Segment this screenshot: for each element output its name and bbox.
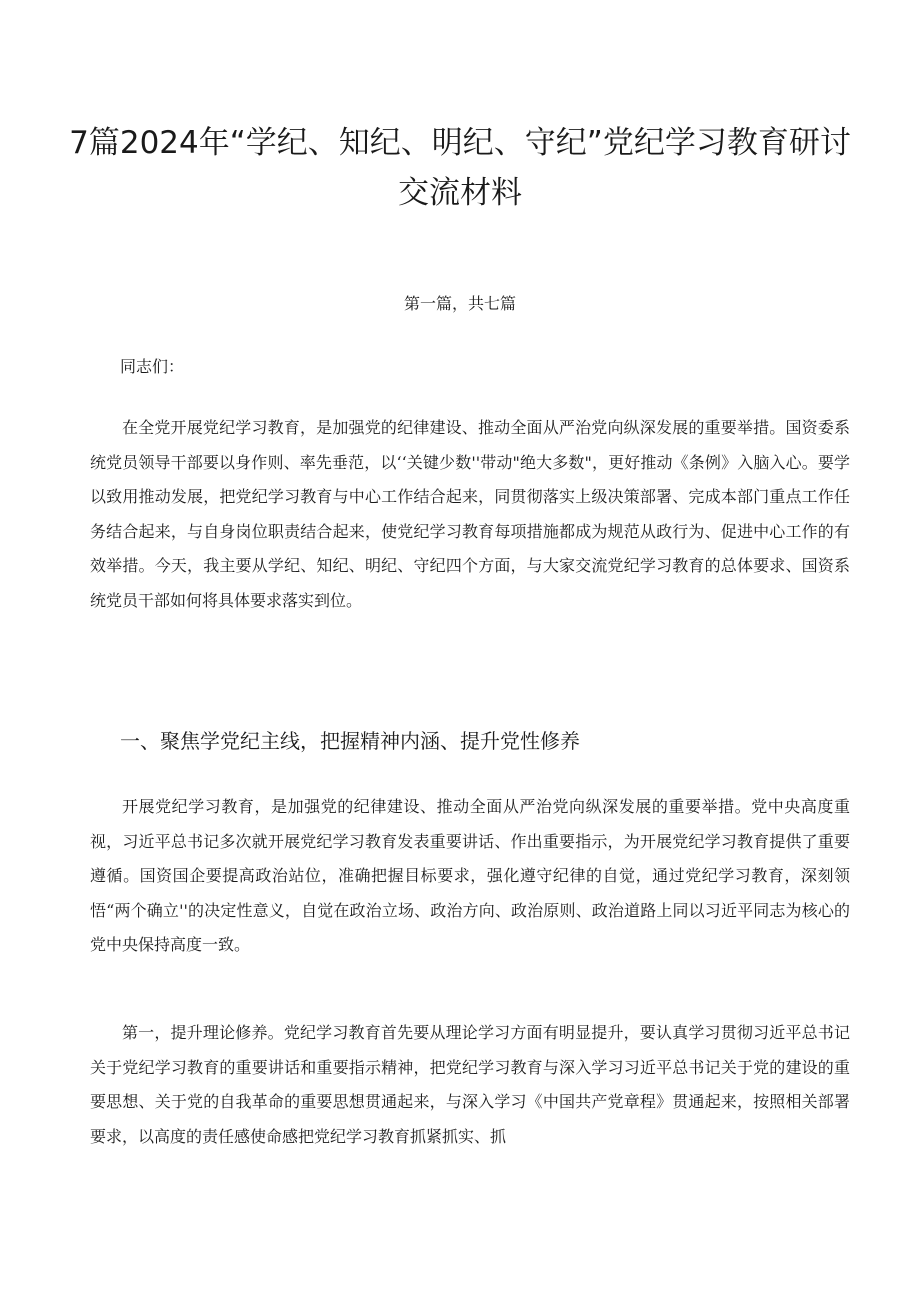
paragraph-intro: 在全党开展党纪学习教育，是加强党的纪律建设、推动全面从严治党向纵深发展的重要举措。国资委系统党员领导干部要以身作则、率先垂范，以‘‘关键少数''带动"绝大多数"，更好推动《条例》入脑入心。要学以致用推动发展，把党纪学习教育与中心工作结合起来，同贯彻落实上级决策部署、完成本部门重点工作任务结合起来，与自身岗位职责结合起来，使党纪学习教育每项措施都成为规范从政行为、促进中心工作的有效举措。今天，我主要从学纪、知纪、明纪、守纪四个方面，与大家交流党纪学习教育的总体要求、国资系统党员干部如何将具体要求落实到位。 (90, 418, 850, 610)
salutation: 同志们： (120, 357, 185, 376)
section-heading-1: 一、聚焦学党纪主线，把握精神内涵、提升党性修养 (120, 729, 580, 753)
document-title: 7篇2024年“学纪、知纪、明纪、守纪”党纪学习教育研讨交流材料 (69, 125, 851, 211)
paragraph-point-1: 第一，提升理论修养。党纪学习教育首先要从理论学习方面有明显提升，要认真学习贯彻习近平总书记关于党纪学习教育的重要讲话和重要指示精神，把党纪学习教育与深入学习习近平总书记关于党的建设的重要思想、关于党的自我革命的重要思想贯通起来，与深入学习《中国共产党章程》贯通起来，按照相关部署要求，以高度的责任感使命感把党纪学习教育抓紧抓实、抓 (90, 1023, 850, 1146)
paragraph-section-1: 开展党纪学习教育，是加强党的纪律建设、推动全面从严治党向纵深发展的重要举措。党中央高度重视，习近平总书记多次就开展党纪学习教育发表重要讲话、作出重要指示，为开展党纪学习教育提供了重要遵循。国资国企要提高政治站位，准确把握目标要求，强化遵守纪律的自觉，通过党纪学习教育，深刻领悟“两个确立''的决定性意义，自觉在政治立场、政治方向、政治原则、政治道路上同以习近平同志为核心的党中央保持高度一致。 (90, 797, 850, 955)
document-subtitle: 第一篇，共七篇 (403, 294, 516, 313)
